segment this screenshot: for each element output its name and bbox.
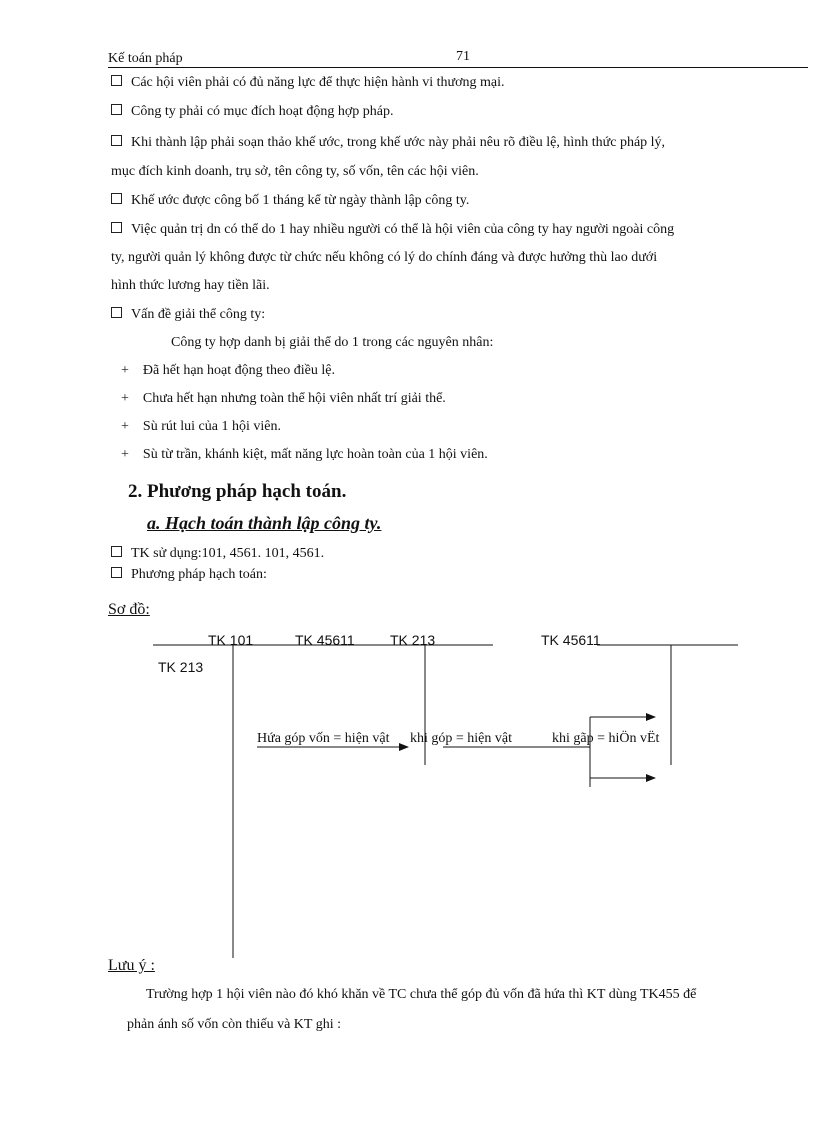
paragraph-line: mục đích kinh doanh, trụ sở, tên công ty, số vốn, tên các hội viên. (111, 164, 479, 179)
dissolution-intro: Công ty hợp danh bị giải thể do 1 trong các nguyên nhân: (171, 335, 494, 350)
bullet-item: Khế ước được công bố 1 tháng kể từ ngày thành lập công ty. (111, 192, 469, 210)
bullet-item: Phương pháp hạch toán: (111, 566, 267, 584)
bullet-item: Khi thành lập phải soạn thảo khế ước, trong khế ước này phải nêu rõ điều lệ, hình thức pháp lý, (111, 134, 665, 152)
note-paragraph-line: Trường hợp 1 hội viên nào đó khó khăn về TC chưa thể góp đủ vốn đã hứa thì KT dùng TK455 để (146, 987, 697, 1002)
page-number: 71 (456, 49, 470, 64)
flow-label: Hứa góp vốn = hiện vật (257, 731, 390, 746)
account-label: TK 45611 (295, 632, 355, 648)
plus-item: + Sù từ trần, khánh kiệt, mất năng lực hoàn toàn của 1 hội viên. (121, 447, 488, 462)
account-label: TK 101 (208, 632, 254, 648)
plus-item: + Đã hết hạn hoạt động theo điều lệ. (121, 363, 335, 378)
plus-marker: + (121, 391, 129, 406)
plus-marker: + (121, 363, 129, 378)
bullet-item: Công ty phải có mục đích hoạt động hợp pháp. (111, 103, 393, 121)
bullet-item: TK sử dụng:101, 4561. 101, 4561. (111, 545, 324, 563)
account-label: TK 45611 (541, 632, 601, 648)
flow-label: khi gãp = hiÖn vËt (552, 731, 660, 746)
account-label: TK 213 (158, 659, 204, 675)
bullet-item: Vấn đề giải thể công ty: (111, 306, 265, 324)
bullet-item: Việc quản trị dn có thể do 1 hay nhiều người có thể là hội viên của công ty hay người ngoài công (111, 221, 674, 239)
note-paragraph-line: phản ánh số vốn còn thiếu và KT ghi : (127, 1017, 341, 1032)
plus-marker: + (121, 447, 129, 462)
header-title: Kế toán pháp (108, 51, 183, 66)
bullet-item: Các hội viên phải có đủ năng lực để thực hiện hành vi thương mại. (111, 74, 504, 92)
plus-item: + Chưa hết hạn nhưng toàn thể hội viên nhất trí giải thể. (121, 391, 446, 406)
flow-label: khi góp = hiện vật (410, 731, 512, 746)
plus-marker: + (121, 419, 129, 434)
diagram-heading: Sơ đồ: (108, 601, 150, 618)
account-label: TK 213 (390, 632, 436, 648)
plus-item: + Sù rút lui của 1 hội viên. (121, 419, 281, 434)
paragraph-line: hình thức lương hay tiền lãi. (111, 278, 270, 293)
paragraph-line: ty, người quản lý không được từ chức nếu không có lý do chính đáng và được hưởng thù lao dưới (111, 250, 658, 265)
section-heading: 2. Phương pháp hạch toán. (128, 481, 347, 502)
note-heading: Lưu ý : (108, 957, 155, 974)
subsection-heading: a. Hạch toán thành lập công ty. (147, 513, 382, 533)
